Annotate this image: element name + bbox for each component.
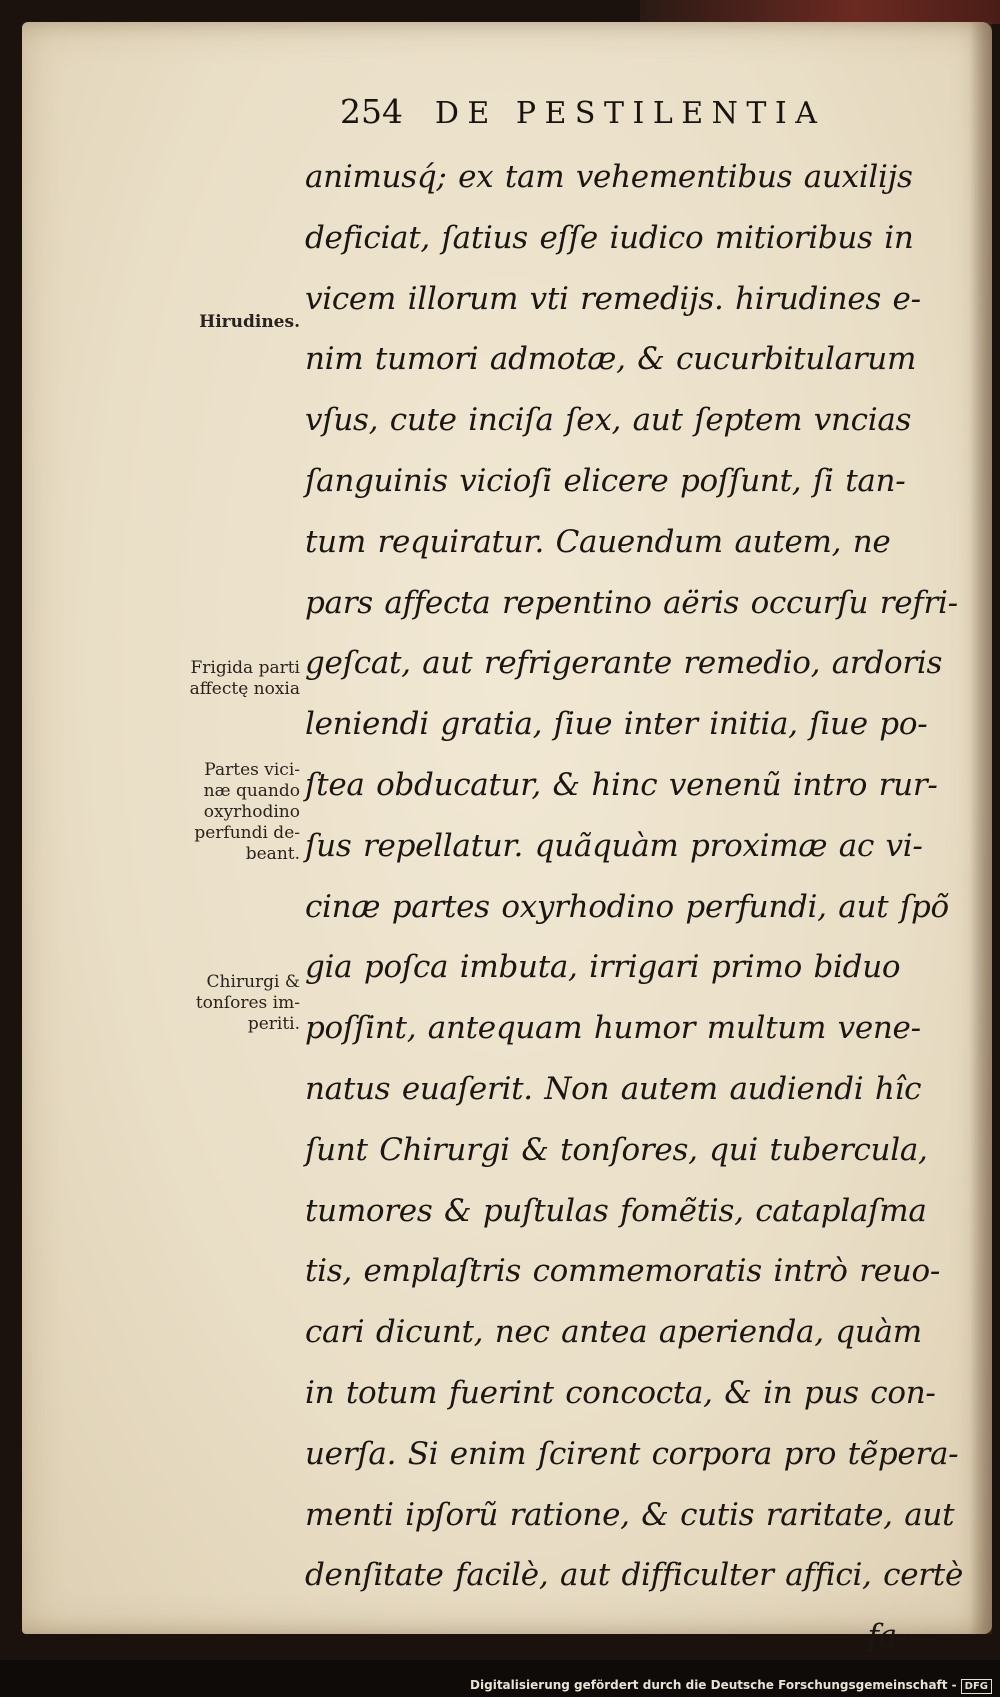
- digitization-credit: [470, 1678, 992, 1694]
- text-line: ſunt Chirurgi & tonſores, qui tubercula,: [305, 1131, 928, 1168]
- text-line: in totum fuerint concocta, & in pus con-: [305, 1374, 936, 1411]
- text-line: ſanguinis vicioſi elicere poſſunt, ſi tan-: [305, 462, 906, 499]
- text-line: geſcat, aut refrigerante remedio, ardoris: [305, 645, 943, 682]
- credit-text: Digitalisierung gefördert durch die Deutsche Forschungsgemeinschaft -: [470, 1678, 957, 1692]
- text-line: ſus repellatur. quãquàm proximæ ac vi-: [305, 827, 923, 864]
- text-line: tumores & puſtulas fomẽtis, cataplaſma: [305, 1192, 927, 1229]
- text-line: natus euaſerit. Non autem audiendi hîc: [305, 1070, 922, 1107]
- text-line: denſitate facilè, aut difficulter affici, certè: [305, 1557, 963, 1594]
- text-line: vſus, cute inciſa ſex, aut ſeptem vncias: [305, 402, 912, 439]
- margin-note-line: Partes vici-: [204, 760, 300, 780]
- text-line: cari dicunt, nec antea aperienda, quàm: [305, 1314, 922, 1351]
- page-number: 254: [340, 92, 403, 131]
- text-line: uerſa. Si enim ſcirent corpora pro tẽpera-: [305, 1435, 959, 1472]
- text-line: gia poſca imbuta, irrigari primo biduo: [305, 949, 901, 986]
- text-line: nim tumori admotæ, & cucurbitularum: [305, 341, 917, 378]
- margin-note-line: næ quando: [203, 781, 300, 801]
- margin-note-line: Frigida parti: [190, 658, 300, 678]
- margin-note-line: perfundi de-: [194, 823, 300, 843]
- margin-note-hirudines: [150, 312, 300, 333]
- page-gutter-shadow: [970, 22, 992, 1634]
- margin-note-line: periti.: [247, 1014, 300, 1034]
- text-line: tis, emplaſtris commemoratis intrò reuo-: [305, 1253, 940, 1290]
- margin-note-line: Hirudines.: [199, 312, 300, 332]
- margin-note-line: oxyrhodino: [203, 802, 300, 822]
- dfg-logo: DFG: [961, 1679, 992, 1694]
- text-line: deficiat, ſatius eſſe iudico mitioribus in: [305, 219, 914, 256]
- running-title: DE PESTILENTIA: [434, 96, 826, 131]
- text-line: pars affecta repentino aëris occurſu refri-: [305, 584, 958, 621]
- text-line: tum requiratur. Cauendum autem, ne: [305, 523, 891, 560]
- text-line: vicem illorum vti remedijs. hirudines e-: [305, 280, 921, 317]
- margin-note-line: Chirurgi &: [206, 972, 300, 992]
- margin-note-frigida: [150, 658, 300, 700]
- main-text-block: [305, 147, 963, 1667]
- text-line: animusq́; ex tam vehementibus auxilijs: [305, 159, 913, 195]
- running-head: [340, 92, 900, 131]
- margin-note-chirurgi: [150, 972, 300, 1035]
- margin-note-line: beant.: [245, 844, 300, 864]
- book-edge-ribbon: [640, 0, 1000, 24]
- text-line: poſſint, antequam humor multum vene-: [305, 1010, 921, 1047]
- text-line: cinæ partes oxyrhodino perfundi, aut ſpõ: [305, 888, 949, 925]
- text-line: menti ipſorũ ratione, & cutis raritate, aut: [305, 1496, 955, 1533]
- margin-note-line: affectę noxia: [189, 679, 300, 699]
- catchword: fa-: [867, 1618, 907, 1655]
- text-line: leniendi gratia, ſiue inter initia, ſiue po-: [305, 706, 928, 743]
- text-line: ſtea obducatur, & hinc venenũ intro rur-: [305, 766, 938, 803]
- margin-note-partes: [150, 760, 300, 865]
- margin-note-line: tonſores im-: [195, 993, 300, 1013]
